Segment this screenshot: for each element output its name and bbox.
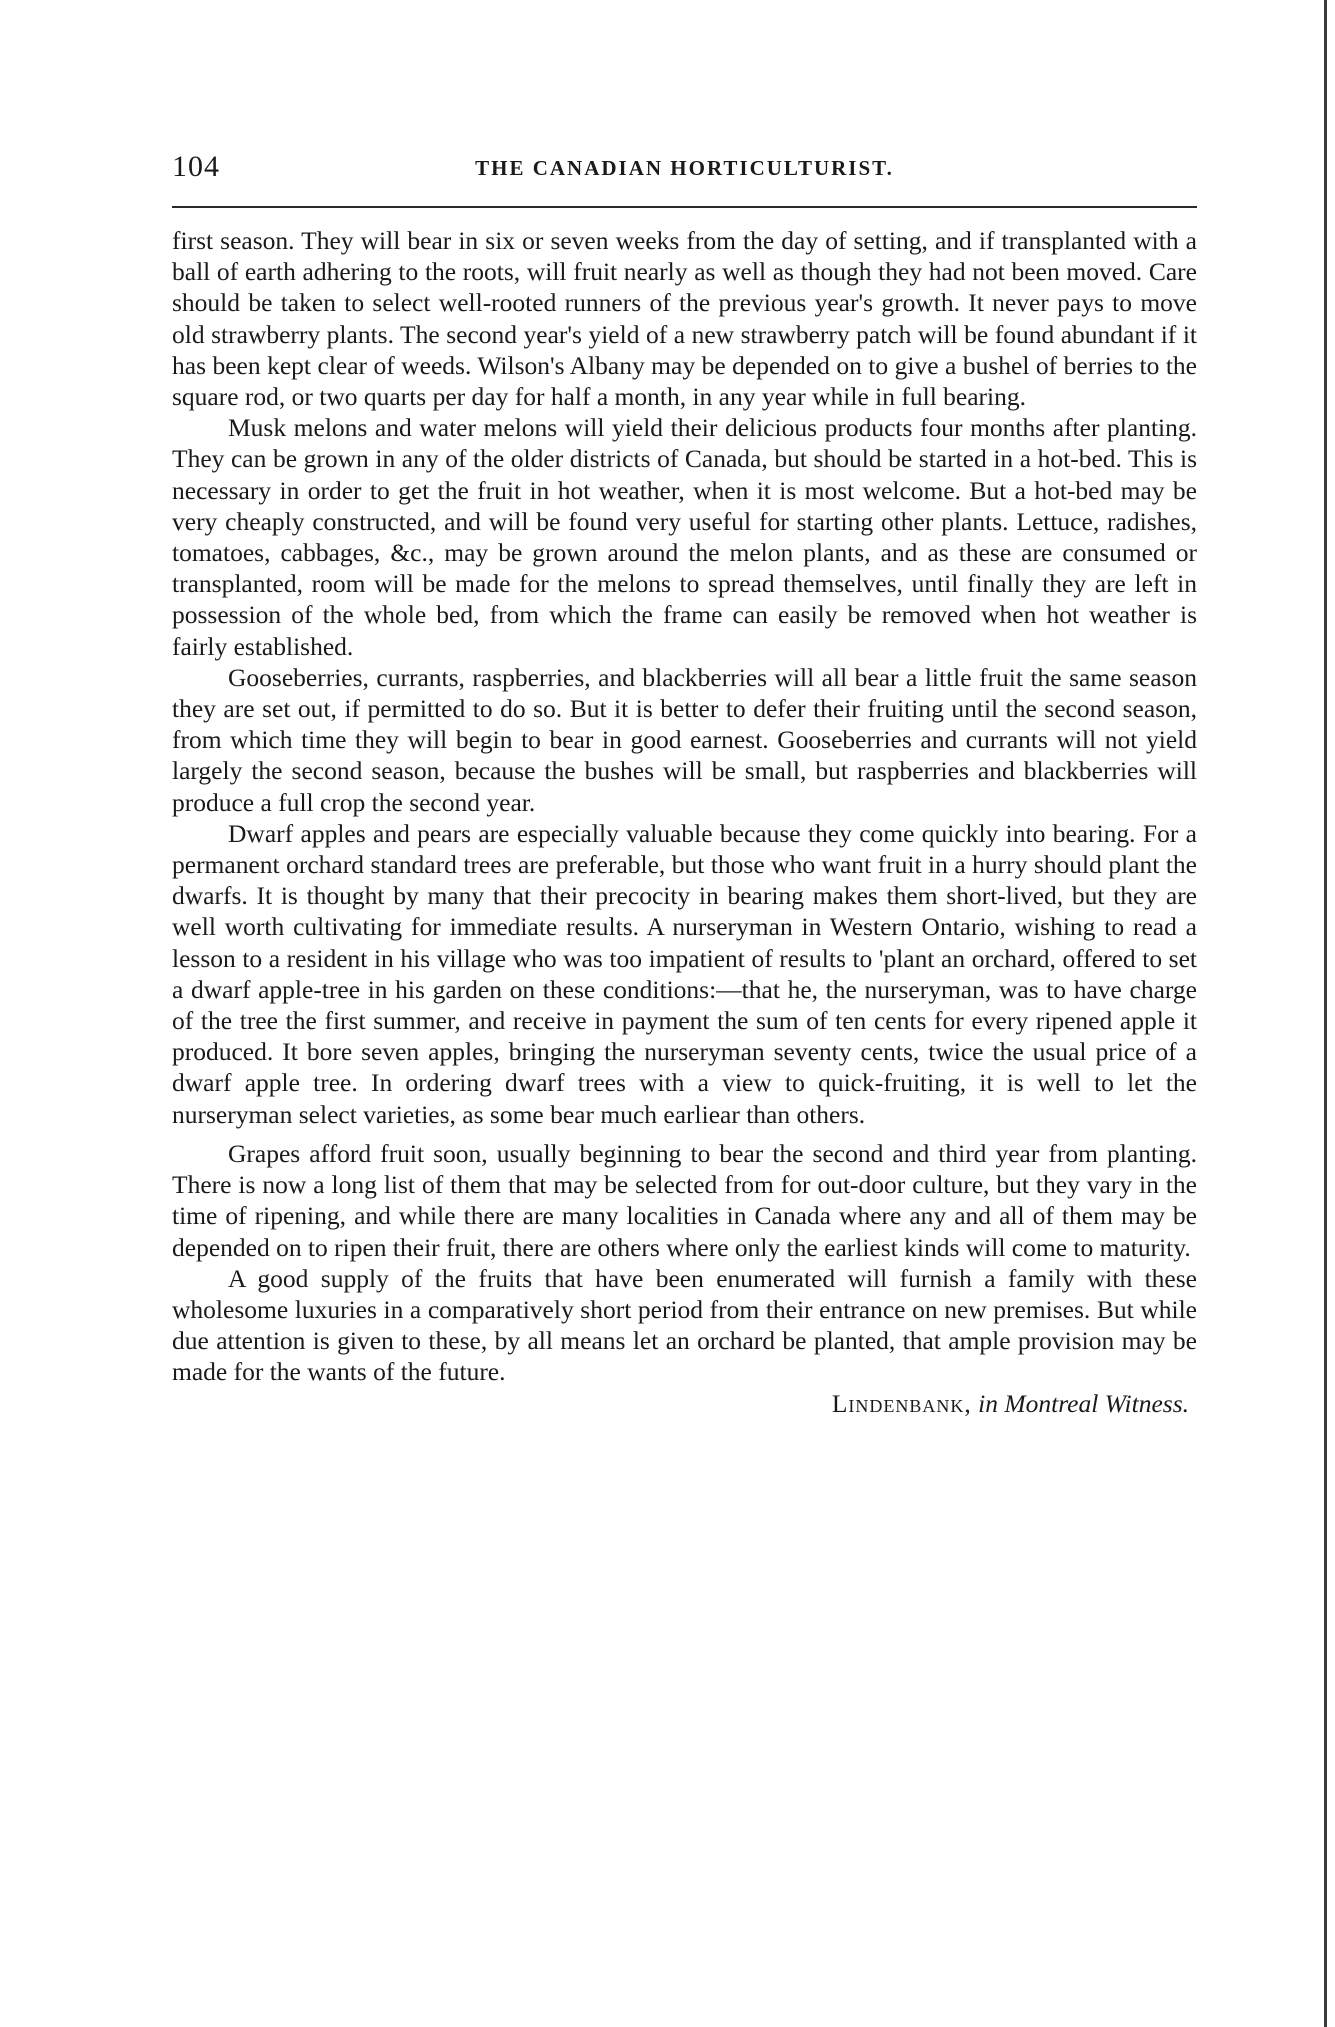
paragraph-2: Musk melons and water melons will yield their delicious products four months after planting. They can be grown in any of the older districts of Canada, but should be started in a hot-bed. This is necessary in order to get the fruit in hot weather, when it is most welcome. But a hot-bed may be very cheaply constructed, and will be found very useful for starting other plants. Lettuce, radishes, tomatoes, cabbages, &c., may be grown around the melon plants, and as these are consumed or transplanted, room will be made for the melons to spread themselves, until finally they are left in possession of the whole bed, from which the frame can easily be removed when hot weather is fairly established. [172,413,1197,661]
paragraph-6 [172,1263,1197,1388]
header-rule [172,206,1197,208]
signature-source: in Montreal Witness. [978,1388,1189,1418]
page-edge-line [1324,0,1327,2027]
signature [172,1388,1197,1419]
page-header [172,150,1197,190]
article-body [172,225,1197,1419]
signature-name: Lindenbank, [831,1388,972,1418]
paragraph-6-text: A good supply of the fruits that have been enumerated will furnish a family with these wholesome luxuries in a comparatively short period from their entrance on new premises. But while due attention is given to these, by all means let an orchard be planted, that ample provision may be made for the wants of the future. [172,1263,1197,1387]
paragraph-4: Dwarf apples and pears are especially valuable because they come quickly into bearing. For a permanent orchard standard trees are preferable, but those who want fruit in a hurry should plant the dwarfs. It is thought by many that their precocity in bearing makes them short-lived, but they are well worth cultivating for immediate results. A nurseryman in Western Ontario, wishing to read a lesson to a resident in his village who was too impatient of results to 'plant an orchard, offered to set a dwarf apple-tree in his garden on these conditions:—that he, the nurseryman, was to have charge of the tree the first summer, and receive in payment the sum of ten cents for every ripened apple it produced. It bore seven apples, bringing the nurseryman seventy cents, twice the usual price of a dwarf apple tree. In ordering dwarf trees with a view to quick-fruiting, it is well to let the nurseryman select varieties, as some bear much earliear than others. [172,818,1197,1129]
paragraph-5: Grapes afford fruit soon, usually beginning to bear the second and third year from planting. There is now a long list of them that may be selected from for out-door culture, but they vary in the time of ripening, and while there are many localities in Canada where any and all of them may be depended on to ripen their fruit, there are others where only the earliest kinds will come to maturity. [172,1138,1197,1262]
paragraph-1: first season. They will bear in six or seven weeks from the day of setting, and if transplanted with a ball of earth adhering to the roots, will fruit nearly as well as though they had not been moved. Care should be taken to select well-rooted runners of the previous year's growth. It never pays to move old strawberry plants. The second year's yield of a new strawberry patch will be found abundant if it has been kept clear of weeds. Wilson's Albany may be depended on to give a bushel of berries to the square rod, or two quarts per day for half a month, in any year while in full bearing. [172,226,1197,412]
page-number: 104 [172,150,220,183]
paragraph-3: Gooseberries, currants, raspberries, and blackberries will all bear a little fruit the same season they are set out, if permitted to do so. But it is better to defer their fruiting until the second season, from which time they will begin to bear in good earnest. Gooseberries and currants will not yield largely the second season, because the bushes will be small, but raspberries and blackberries will produce a full crop the second year. [172,662,1197,817]
running-title: THE CANADIAN HORTICULTURIST. [475,156,894,180]
